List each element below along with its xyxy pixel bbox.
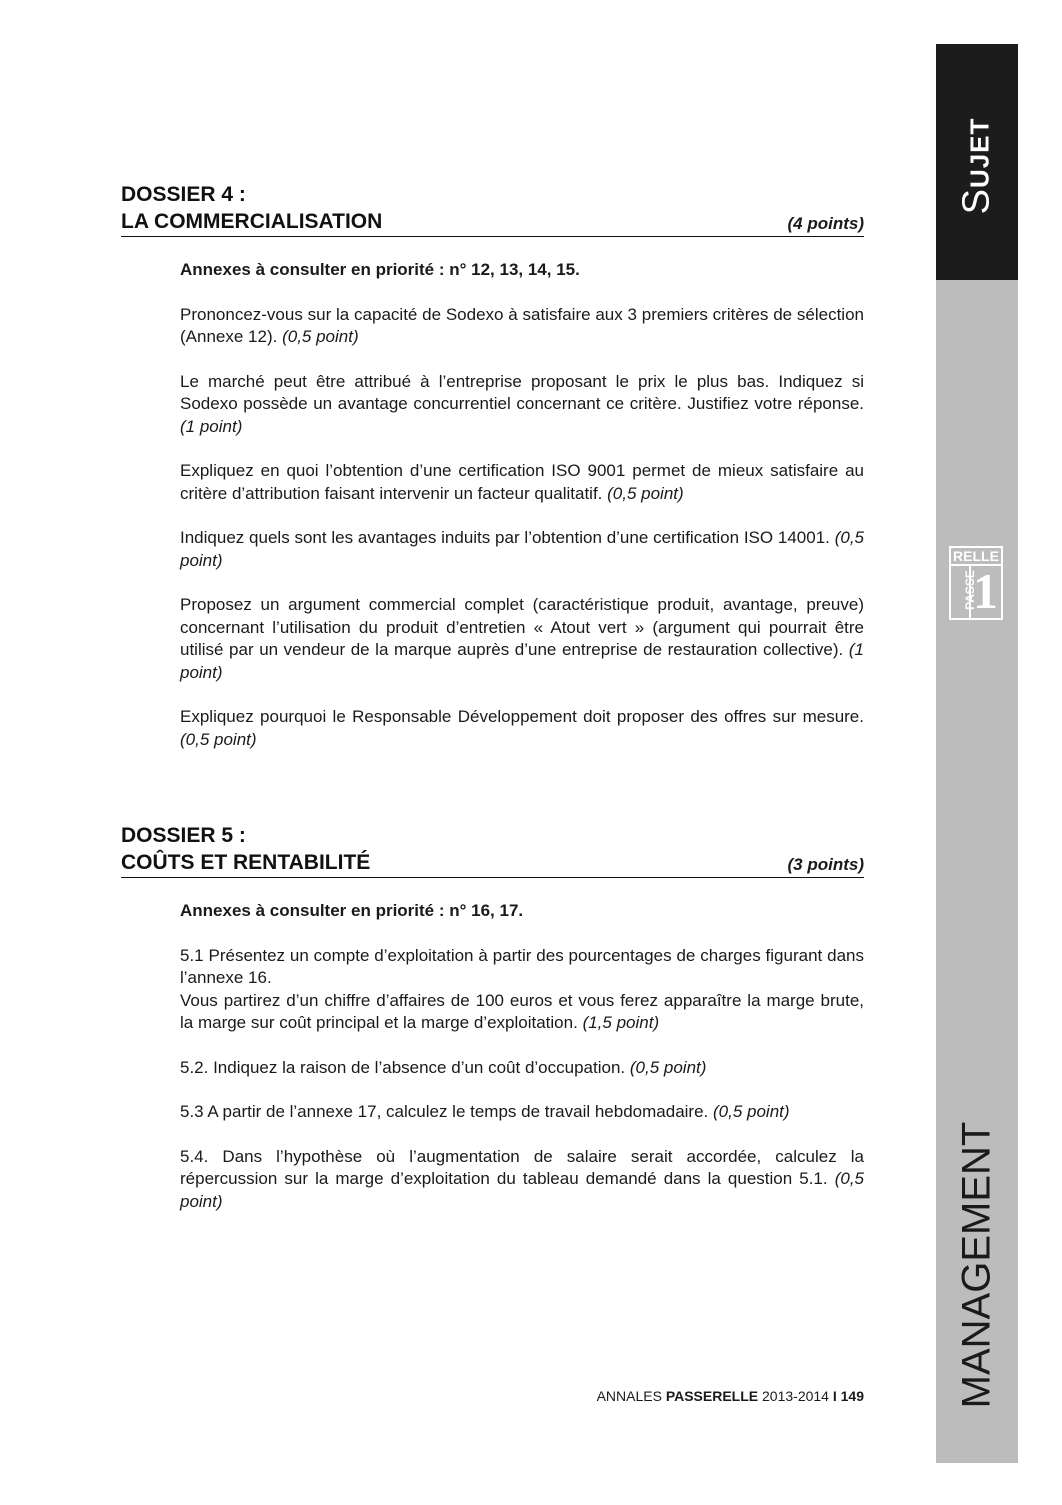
dossier-5-annexes: Annexes à consulter en priorité : n° 16, 17. xyxy=(180,901,524,920)
footer-prefix: ANNALES xyxy=(596,1388,662,1404)
dossier-5-title-row xyxy=(121,849,864,878)
dossier-4-question-2: Le marché peut être attribué à l’entreprise proposant le prix le plus bas. Indiquez si Sodexo possède un avantage concurrentiel concernant ce critère. Justifiez votre réponse. (1 point) xyxy=(180,371,864,436)
dossier-4-title-row xyxy=(121,208,864,237)
management-label: MANAGEMENT xyxy=(954,1121,999,1409)
dossier-4-number: DOSSIER 4 : xyxy=(121,183,246,206)
dossier-5-number: DOSSIER 5 : xyxy=(121,824,246,847)
dossier-4-question-1: Prononcez-vous sur la capacité de Sodexo à satisfaire aux 3 premiers critères de sélection (Annexe 12). (0,5 point) xyxy=(180,304,864,346)
logo-top-text: RELLE xyxy=(951,548,1001,566)
footer-brand: PASSERELLE xyxy=(665,1388,759,1404)
sujet-label: SUJET xyxy=(955,117,998,215)
dossier-4-question-6: Expliquez pourquoi le Responsable Développement doit proposer des offres sur mesure. (0,5 point) xyxy=(180,707,864,749)
dossier-4-title: LA COMMERCIALISATION xyxy=(121,210,383,233)
dossier-4-question-4: Indiquez quels sont les avantages induits par l’obtention d’une certification ISO 14001. (0,5 point) xyxy=(180,528,864,570)
logo-side-text: PASSE xyxy=(963,570,977,610)
dossier-4-question-5: Proposez un argument commercial complet (caractéristique produit, avantage, preuve) concernant l’utilisation du produit d’entretien « Atout vert » (argument qui pourrait être utilisé par un vendeur de la marque auprès d’une entreprise de restauration collective). (1 point) xyxy=(180,595,864,682)
dossier-5-question-3: 5.3 A partir de l’annexe 17, calculez le temps de travail hebdomadaire. (0,5 point) xyxy=(180,1102,790,1121)
dossier-4-body xyxy=(180,259,864,751)
dossier-5-question-4: 5.4. Dans l’hypothèse où l’augmentation de salaire serait accordée, calculez la répercussion sur la marge d’exploitation du tableau demandé dans la question 5.1. (0,5 point) xyxy=(180,1146,864,1211)
dossier-5-body xyxy=(180,900,864,1213)
page-number: 149 xyxy=(840,1388,864,1404)
dossier-5-question-1a: 5.1 Présentez un compte d’exploitation à partir des pourcentages de charges figurant dans l’annexe 16. xyxy=(180,945,864,987)
passerelle-logo xyxy=(949,546,1003,620)
dossier-5-title: COÛTS ET RENTABILITÉ xyxy=(121,851,371,874)
dossier-4-annexes: Annexes à consulter en priorité : n° 12, 13, 14, 15. xyxy=(180,260,580,279)
dossier-4-header xyxy=(121,181,864,237)
dossier-5-question-2: 5.2. Indiquez la raison de l’absence d’un coût d’occupation. (0,5 point) xyxy=(180,1057,707,1077)
page-footer xyxy=(560,1388,864,1404)
dossier-5-header xyxy=(121,822,864,878)
dossier-5-points: (3 points) xyxy=(787,855,864,874)
footer-years: 2013-2014 xyxy=(762,1388,829,1404)
footer-separator: I xyxy=(832,1388,837,1404)
dossier-4-points: (4 points) xyxy=(787,214,864,233)
dossier-5-question-1b: Vous partirez d’un chiffre d’affaires de 100 euros et vous ferez apparaître la marge brute, la marge sur coût principal et la marge d’exploitation. (1,5 point) xyxy=(180,990,864,1032)
logo-number: 1 xyxy=(973,563,998,619)
dossier-4-question-3: Expliquez en quoi l’obtention d’une certification ISO 9001 permet de mieux satisfaire au critère d’attribution faisant intervenir un facteur qualitatif. (0,5 point) xyxy=(180,461,864,503)
